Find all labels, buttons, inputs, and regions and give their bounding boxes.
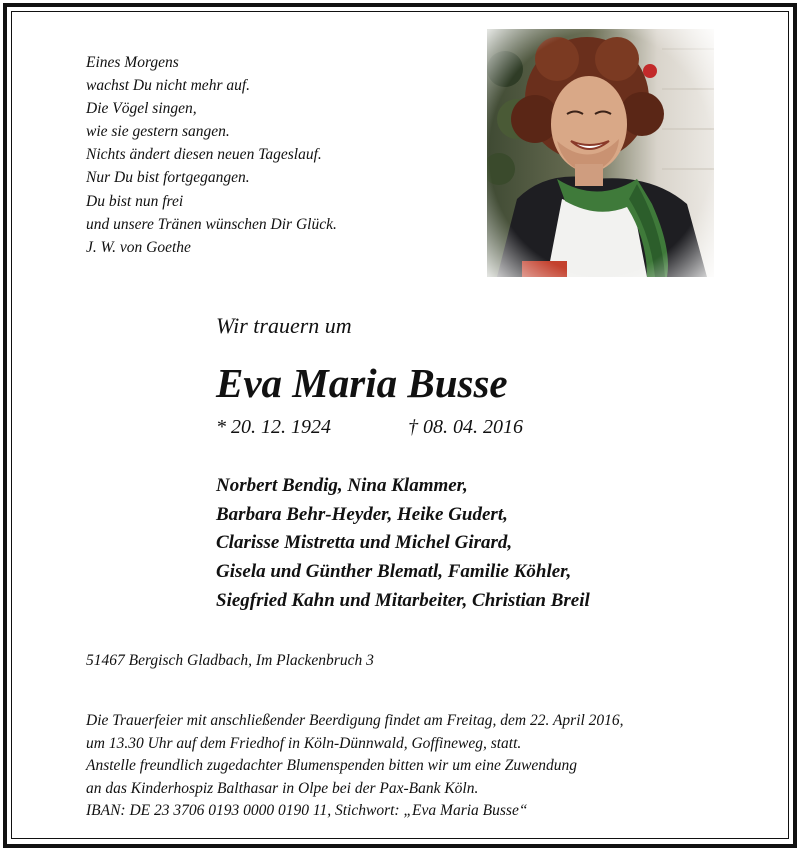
portrait-photo (487, 29, 714, 277)
life-dates (216, 416, 523, 439)
mourners-list (216, 472, 590, 616)
poem-line: Du bist nun frei (86, 192, 184, 210)
poem-line: Eines Morgens (86, 54, 179, 71)
poem-line: Nichts ändert diesen neuen Tageslauf. (86, 146, 322, 164)
poem (86, 51, 337, 259)
deceased-name: Eva Maria Busse (216, 360, 508, 406)
mourners-line: Barbara Behr-Heyder, Heike Gudert, (216, 503, 508, 525)
funeral-line: an das Kinderhospiz Balthasar in Olpe bei der Pax-Bank Köln. (86, 779, 479, 797)
poem-author: J. W. von Goethe (86, 238, 191, 256)
address: 51467 Bergisch Gladbach, Im Plackenbruch 3 (86, 652, 374, 669)
poem-line: wachst Du nicht mehr auf. (86, 77, 251, 95)
mourners-line: Siegfried Kahn und Mitarbeiter, Christian Breil (216, 589, 590, 611)
funeral-details (86, 710, 624, 823)
funeral-line: IBAN: DE 23 3706 0193 0000 0190 11, Stichwort: „Eva Maria Busse“ (86, 802, 528, 820)
mourners-line: Clarisse Mistretta und Michel Girard, (216, 532, 513, 554)
mourning-intro: Wir trauern um (216, 313, 352, 338)
poem-line: wie sie gestern sangen. (86, 123, 230, 141)
funeral-line: Die Trauerfeier mit anschließender Beerdigung findet am Freitag, dem 22. April 2016, (86, 712, 624, 729)
funeral-line: um 13.30 Uhr auf dem Friedhof in Köln-Dünnwald, Goffineweg, statt. (86, 734, 522, 752)
mourners-line: Norbert Bendig, Nina Klammer, (216, 475, 468, 496)
poem-line: Nur Du bist fortgegangen. (86, 169, 250, 187)
funeral-line: Anstelle freundlich zugedachter Blumenspenden bitten wir um eine Zuwendung (86, 757, 578, 775)
birth-date: * 20. 12. 1924 (216, 416, 331, 438)
poem-line: Die Vögel singen, (86, 100, 197, 118)
mourners-line: Gisela und Günther Blematl, Familie Köhler, (216, 561, 572, 583)
death-date: † 08. 04. 2016 (408, 416, 523, 438)
poem-line: und unsere Tränen wünschen Dir Glück. (86, 215, 337, 233)
